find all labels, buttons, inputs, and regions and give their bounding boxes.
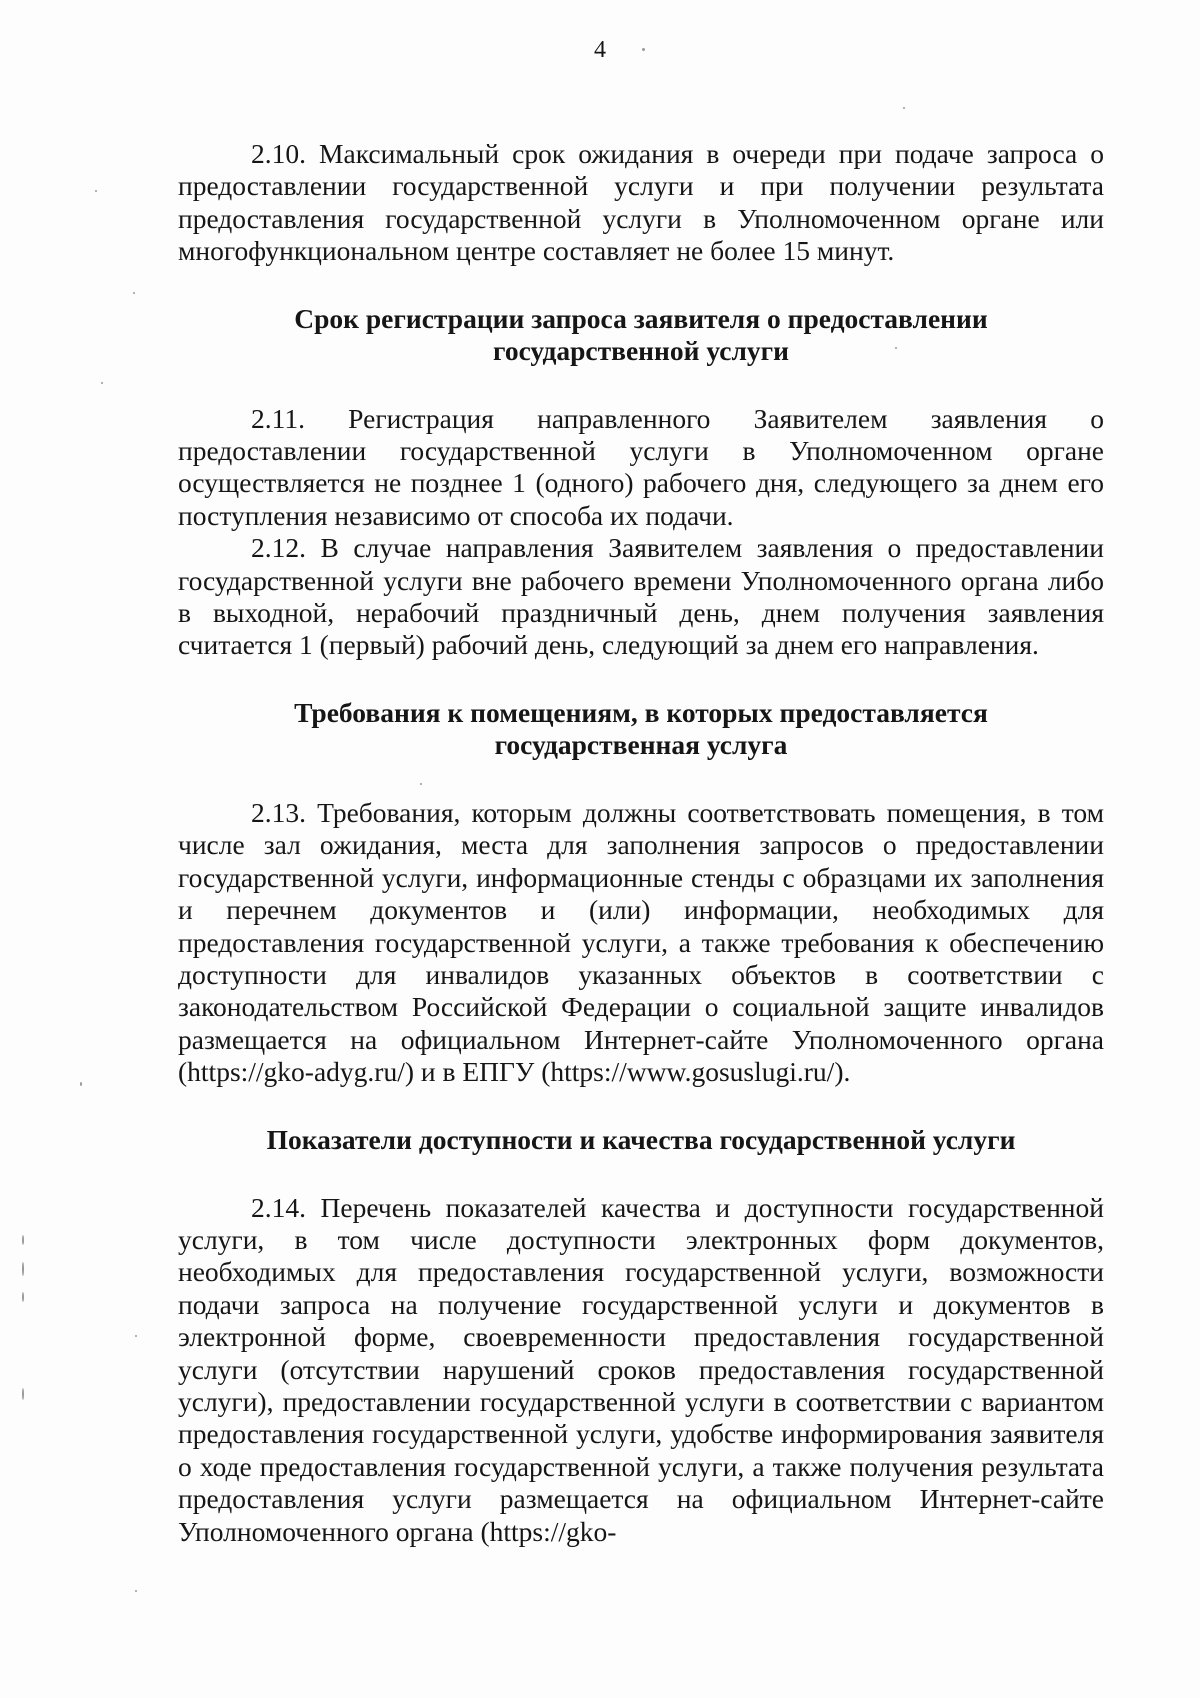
page-number: 4 — [594, 37, 606, 63]
heading-line: Показатели доступности и качества государственной услуги — [266, 1123, 1016, 1155]
paragraph-2-12: 2.12. В случае направления Заявителем заявления о предоставлении государственной услуги вне рабочего времени Уполномоченного органа либо в выходной, нерабочий праздничный день, днем получения заявления считается 1 (первый) рабочий день, следующий за днем его направления. — [178, 532, 1104, 661]
heading-line: государственная услуга — [494, 728, 788, 760]
paragraph-2-10: 2.10. Максимальный срок ожидания в очереди при подаче запроса о предоставлении государственной услуги и при получении результата предоставления государственной услуги в Уполномоченном органе или многофункциональном центре составляет не более 15 минут. — [178, 138, 1104, 267]
scan-speck — [80, 1082, 82, 1086]
heading-line: Срок регистрации запроса заявителя о предоставлении — [294, 302, 988, 334]
scan-speck — [135, 1335, 137, 1337]
scan-speck — [903, 107, 905, 109]
heading-line: государственной услуги — [493, 334, 789, 366]
scan-speck — [22, 1292, 24, 1302]
scan-speck — [22, 1262, 24, 1276]
scan-speck — [135, 1590, 137, 1592]
paragraph-2-11: 2.11. Регистрация направленного Заявителем заявления о предоставлении государственной услуги в Уполномоченном органе осуществляется не позднее 1 (одного) рабочего дня, следующего за днем его поступления независимо от способа их подачи. — [178, 402, 1104, 531]
scan-speck — [101, 382, 103, 384]
heading-line: Требования к помещениям, в которых предоставляется — [294, 696, 988, 728]
scan-speck — [22, 1388, 24, 1400]
paragraph-2-14: 2.14. Перечень показателей качества и доступности государственной услуги, в том числе доступности электронных форм документов, необходимых для предоставления государственной услуги, возможности подачи запроса на получение государственной услуги и документов в электронной форме, своевременности предоставления государственной услуги (отсутствии нарушений сроков предоставления государственной услуги), предоставлении государственной услуги в соответствии с вариантом предоставления государственной услуги, удобстве информирования заявителя о ходе предоставления государственной услуги, а также получения результата предоставления услуги размещается на официальном Интернет-сайте Уполномоченного органа (https://gko- — [178, 1191, 1104, 1547]
paragraph-2-13: 2.13. Требования, которым должны соответствовать помещения, в том числе зал ожидания, места для заполнения запросов о предоставлении государственной услуги, информационные стенды с образцами их заполнения и перечнем документов и (или) информации, необходимых для предоставления государственной услуги, а также требования к обеспечению доступности для инвалидов указанных объектов в соответствии с законодательством Российской Федерации о социальной защите инвалидов размещается на официальном Интернет-сайте Уполномоченного органа (https://gko-adyg.ru/) и в ЕПГУ (https://www.gosuslugi.ru/). — [178, 796, 1104, 1088]
scan-speck — [22, 1235, 24, 1245]
heading-registration-term — [178, 303, 1104, 367]
heading-accessibility-indicators — [178, 1124, 1104, 1156]
document-body — [178, 138, 1104, 1548]
scan-speck — [642, 48, 645, 51]
heading-premises-requirements — [178, 697, 1104, 761]
scan-speck — [133, 292, 135, 294]
scan-speck — [95, 190, 97, 192]
